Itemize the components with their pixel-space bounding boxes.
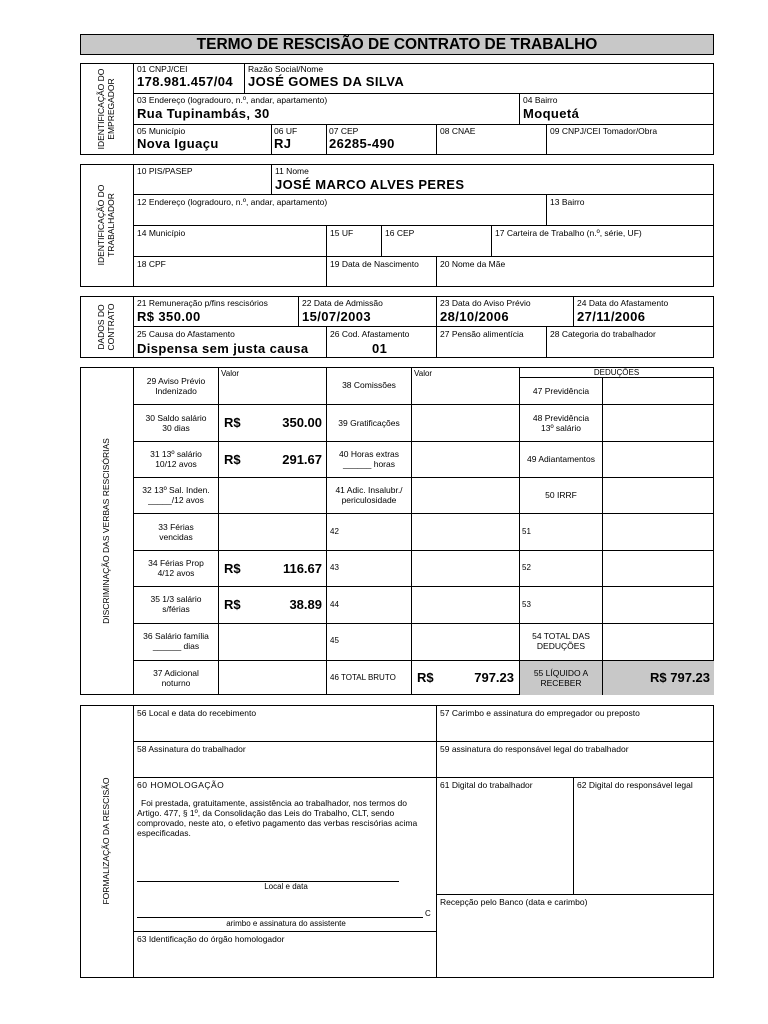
rs-31: R$	[224, 452, 241, 467]
label-valor-1: Valor	[221, 369, 240, 378]
value-data-aviso-previo: 28/10/2006	[440, 309, 510, 324]
label-homologacao: 60 HOMOLOGAÇÃO	[137, 780, 225, 790]
label-pis: 10 PIS/PASEP	[137, 166, 193, 176]
rs-46: R$	[417, 670, 434, 685]
item-53: 53	[522, 600, 531, 609]
label-assinatura-responsavel: 59 assinatura do responsável legal do trabalhador	[440, 744, 629, 754]
side-label-formalizacao: FORMALIZAÇÃO DA RESCISÃO	[101, 777, 111, 905]
item-52: 52	[522, 563, 531, 572]
label-remuneracao: 21 Remuneração p/fins rescisórios	[137, 298, 268, 308]
label-data-nascimento: 19 Data de Nascimento	[330, 259, 419, 269]
label-assinatura-trabalhador: 58 Assinatura do trabalhador	[137, 744, 246, 754]
value-razao-social: JOSÉ GOMES DA SILVA	[248, 74, 405, 89]
value-46-total-bruto: 797.23	[474, 670, 514, 685]
label-bairro-empregador: 04 Bairro	[523, 95, 558, 105]
label-endereco-trabalhador: 12 Endereço (logradouro, n.º, andar, apartamento)	[137, 197, 328, 207]
item-30-saldo-salario: 30 Saldo salário 30 dias	[145, 413, 207, 433]
label-cnpj-tomador: 09 CNPJ/CEI Tomador/Obra	[550, 126, 658, 136]
label-digital-responsavel: 62 Digital do responsável legal	[577, 780, 693, 790]
item-29-aviso-previo: 29 Aviso Prévio Indenizado	[146, 376, 206, 396]
label-cpf: 18 CPF	[137, 259, 166, 269]
label-bairro-trabalhador: 13 Bairro	[550, 197, 585, 207]
rs-34: R$	[224, 561, 241, 576]
item-36-salario-familia: 36 Salário família ______ dias	[143, 631, 209, 651]
label-cod-afastamento: 26 Cod. Afastamento	[330, 329, 410, 339]
item-34-ferias-prop: 34 Férias Prop 4/12 avos	[148, 558, 204, 578]
value-35: 38.89	[289, 597, 322, 612]
label-uf-trabalhador: 15 UF	[330, 228, 354, 238]
homologacao-text: Foi prestada, gratuitamente, assistência ao trabalhador, nos termos do Artigo. 477, § 1º, da Consolidação das Leis do Trabalho, CLT, sendo comprovado, neste ato, o efetivo pagamento das verbas rescisórias acima especificadas.	[137, 798, 418, 838]
label-deducoes: DEDUÇÕES	[593, 368, 640, 377]
side-label-empregador: IDENTIFICAÇÃO DO EMPREGADOR	[96, 68, 116, 150]
page-title: TERMO DE RESCISÃO DE CONTRATO DE TRABALHO	[196, 36, 598, 53]
label-cep-empregador: 07 CEP	[329, 126, 359, 136]
item-42: 42	[330, 527, 339, 536]
label-data-admissao: 22 Data de Admissão	[302, 298, 383, 308]
item-51: 51	[522, 527, 531, 536]
value-municipio-empregador: Nova Iguaçu	[137, 136, 219, 151]
label-causa-afastamento: 25 Causa do Afastamento	[137, 329, 235, 339]
value-data-afastamento: 27/11/2006	[577, 309, 646, 324]
label-recepcao-banco: Recepção pelo Banco (data e carimbo)	[440, 897, 588, 907]
label-orgao-homologador: 63 Identificação do órgão homologador	[137, 934, 285, 944]
item-55-liquido-receber: 55 LÍQUIDO A RECEBER	[533, 668, 589, 688]
title-bar	[80, 34, 714, 55]
label-municipio-trabalhador: 14 Município	[137, 228, 186, 238]
item-46-total-bruto: 46 TOTAL BRUTO	[330, 673, 396, 682]
label-valor-2: Valor	[414, 369, 433, 378]
value-cep-empregador: 26285-490	[329, 136, 395, 151]
value-causa-afastamento: Dispensa sem justa causa	[137, 341, 309, 356]
item-33-ferias-vencidas: 33 Férias vencidas	[158, 522, 194, 542]
label-carimbo-empregador: 57 Carimbo e assinatura do empregador ou preposto	[440, 708, 640, 718]
value-remuneracao: R$ 350.00	[137, 309, 201, 324]
value-uf-empregador: RJ	[274, 136, 292, 151]
signature-line-assistente	[137, 917, 423, 918]
label-local-e-data: Local e data	[264, 882, 308, 891]
label-data-afastamento: 24 Data do Afastamento	[577, 298, 669, 308]
item-45: 45	[330, 636, 339, 645]
item-37-adicional-noturno: 37 Adicional noturno	[153, 668, 199, 688]
value-bairro-empregador: Moquetá	[523, 106, 580, 121]
value-nome: JOSÉ MARCO ALVES PERES	[275, 177, 465, 192]
side-label-verbas: DISCRIMINAÇÃO DAS VERBAS RESCISÓRIAS	[101, 438, 111, 624]
side-label-contrato: DADOS DO CONTRATO	[96, 303, 116, 351]
value-34: 116.67	[282, 561, 322, 576]
label-pensao-alimenticia: 27 Pensão alimentícia	[440, 329, 524, 339]
label-cnae: 08 CNAE	[440, 126, 476, 136]
label-nome: 11 Nome	[275, 166, 309, 176]
side-label-trabalhador: IDENTIFICAÇÃO DO TRABALHADOR	[96, 184, 116, 266]
value-data-admissao: 15/07/2003	[302, 309, 372, 324]
label-categoria-trabalhador: 28 Categoria do trabalhador	[550, 329, 656, 339]
label-carimbo-assistente: arimbo e assinatura do assistente	[226, 919, 346, 928]
item-32-decimo-terceiro-inden: 32 13º Sal. Inden. _____/12 avos	[142, 485, 210, 505]
label-uf-empregador: 06 UF	[274, 126, 298, 136]
item-43: 43	[330, 563, 339, 572]
label-nome-mae: 20 Nome da Mãe	[440, 259, 506, 269]
label-municipio-empregador: 05 Município	[137, 126, 186, 136]
rs-30: R$	[224, 415, 241, 430]
label-carteira-trabalho: 17 Carteira de Trabalho (n.º, série, UF)	[495, 228, 642, 238]
item-47-previdencia: 47 Previdência	[532, 386, 590, 396]
label-cep-trabalhador: 16 CEP	[385, 228, 415, 238]
item-39-gratificacoes: 39 Gratificações	[338, 418, 400, 428]
value-31: 291.67	[282, 452, 322, 467]
label-razao-social: Razão Social/Nome	[248, 64, 324, 74]
item-54-total-deducoes: 54 TOTAL DAS DEDUÇÕES	[532, 631, 590, 651]
item-44: 44	[330, 600, 339, 609]
value-cod-afastamento: 01	[372, 341, 388, 356]
item-50-irrf: 50 IRRF	[545, 490, 577, 500]
item-49-adiantamentos: 49 Adiantamentos	[526, 454, 596, 464]
rs-35: R$	[224, 597, 241, 612]
label-digital-trabalhador: 61 Digital do trabalhador	[440, 780, 533, 790]
label-data-aviso-previo: 23 Data do Aviso Prévio	[440, 298, 531, 308]
item-38-comissoes: 38 Comissões	[342, 380, 396, 390]
item-48-previdencia-13: 48 Previdência 13º salário	[532, 413, 590, 433]
value-30: 350.00	[282, 415, 322, 430]
item-40-horas-extras: 40 Horas extras ______ horas	[339, 449, 399, 469]
label-local-data-recebimento: 56 Local e data do recebimento	[137, 708, 257, 718]
value-endereco-empregador: Rua Tupinambás, 30	[137, 106, 270, 121]
item-31-decimo-terceiro: 31 13º salário 10/12 avos	[150, 449, 202, 469]
item-41-adic-insalubridade: 41 Adic. Insalubr./ periculosidade	[335, 485, 403, 505]
label-c: C	[425, 909, 431, 918]
value-55-liquido-receber: R$ 797.23	[650, 670, 710, 685]
label-cnpj: 01 CNPJ/CEI	[137, 64, 188, 74]
label-endereco-empregador: 03 Endereço (logradouro, n.º, andar, apartamento)	[137, 95, 328, 105]
item-35-terco-ferias: 35 1/3 salário s/férias	[150, 594, 202, 614]
value-cnpj: 178.981.457/04	[137, 74, 233, 89]
